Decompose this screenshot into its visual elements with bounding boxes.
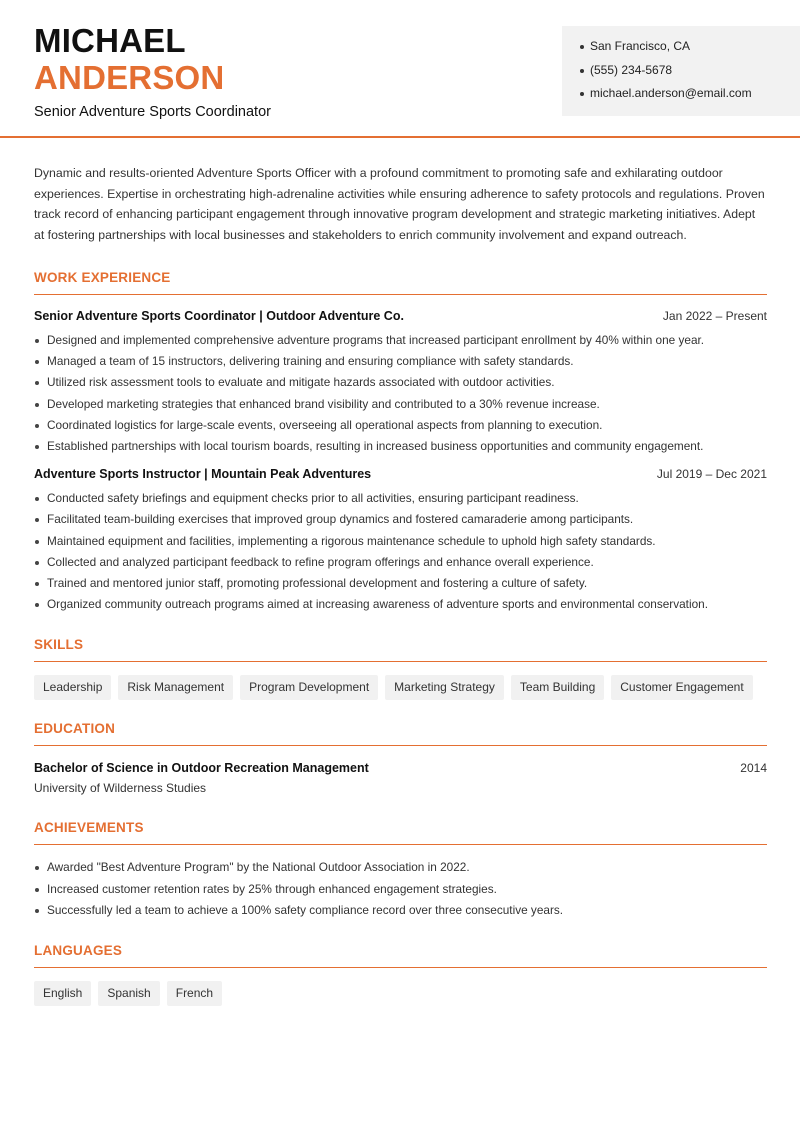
list-item: Designed and implemented comprehensive adventure programs that increased participant enrollment by 40% within one year.: [34, 330, 767, 351]
education-header: [34, 761, 767, 775]
languages-section: [34, 943, 767, 1006]
education-school: University of Wilderness Studies: [34, 781, 207, 796]
name-block: [34, 22, 271, 120]
skill-tag: Marketing Strategy: [385, 675, 504, 700]
skill-tag: Team Building: [511, 675, 604, 700]
list-item: Maintained equipment and facilities, implementing a rigorous maintenance schedule to uphold high safety standards.: [34, 531, 767, 552]
bullet-icon: [580, 45, 584, 49]
job-header: [34, 309, 767, 323]
job-role: Senior Adventure Sports Coordinator | Outdoor Adventure Co.: [34, 309, 404, 323]
section-title-work: WORK EXPERIENCE: [34, 270, 767, 295]
first-name: MICHAEL: [34, 22, 186, 59]
phone-text: (555) 234-5678: [590, 62, 673, 77]
job-bullets: [34, 330, 767, 457]
section-title-languages: LANGUAGES: [34, 943, 767, 968]
achievements-section: [34, 820, 767, 921]
contact-box: [562, 26, 800, 116]
education-section: [34, 721, 767, 795]
section-title-education: EDUCATION: [34, 721, 767, 746]
achievement-bullets: [34, 857, 767, 921]
contact-phone: [580, 63, 800, 87]
summary-paragraph: Dynamic and results-oriented Adventure Sports Officer with a profound commitment to promoting safe and exhilarating outdoor experiences. Expertise in orchestrating high-adrenaline activities while ensuring adherence to safety protocols and regulations. Proven track record of enhancing participant engagement through innovative program development and strategic marketing initiatives. Adept at fostering partnerships with local businesses and stakeholders to enrich community involvement and expand outreach.: [34, 166, 765, 242]
job-bullets: [34, 488, 767, 615]
list-item: Successfully led a team to achieve a 100% safety compliance record over three consecutive years.: [34, 900, 767, 921]
education-year: 2014: [740, 761, 767, 776]
language-tag: English: [34, 981, 91, 1006]
list-item: Developed marketing strategies that enhanced brand visibility and contributed to a 30% revenue increase.: [34, 394, 767, 415]
resume-content: [34, 163, 767, 1006]
list-item: Increased customer retention rates by 25% through enhanced engagement strategies.: [34, 879, 767, 900]
language-tag: French: [167, 981, 222, 1006]
skill-tag: Risk Management: [118, 675, 233, 700]
list-item: Coordinated logistics for large-scale events, overseeing all operational aspects from planning to execution.: [34, 415, 767, 436]
list-item: Conducted safety briefings and equipment checks prior to all activities, ensuring participant readiness.: [34, 488, 767, 509]
last-name: ANDERSON: [34, 59, 225, 96]
skill-tag: Leadership: [34, 675, 111, 700]
education-degree: Bachelor of Science in Outdoor Recreation Management: [34, 761, 369, 776]
job-dates: Jul 2019 – Dec 2021: [656, 467, 767, 482]
section-title-achievements: ACHIEVEMENTS: [34, 820, 767, 845]
skills-section: [34, 637, 767, 700]
list-item: Facilitated team-building exercises that improved group dynamics and fostered camaraderie among participants.: [34, 509, 767, 530]
skill-tag: Program Development: [240, 675, 378, 700]
bullet-icon: [580, 92, 584, 96]
location-text: San Francisco, CA: [590, 39, 691, 53]
skills-tags: [34, 675, 767, 700]
list-item: Collected and analyzed participant feedback to refine program offerings and enhance overall experience.: [34, 552, 767, 573]
skill-tag: Customer Engagement: [611, 675, 752, 700]
resume-header: [0, 0, 800, 138]
work-experience-section: [34, 270, 767, 615]
list-item: Organized community outreach programs aimed at increasing awareness of adventure sports and environmental conservation.: [34, 594, 767, 615]
section-title-skills: SKILLS: [34, 637, 767, 662]
bullet-icon: [580, 69, 584, 73]
list-item: Awarded "Best Adventure Program" by the National Outdoor Association in 2022.: [34, 857, 767, 878]
list-item: Established partnerships with local tourism boards, resulting in increased business opportunities and community engagement.: [34, 436, 767, 457]
contact-location: [580, 39, 800, 63]
email-text: michael.anderson@email.com: [590, 86, 752, 100]
job-title: Senior Adventure Sports Coordinator: [34, 104, 271, 120]
job-header: [34, 467, 767, 481]
language-tag: Spanish: [98, 981, 159, 1006]
list-item: Utilized risk assessment tools to evaluate and mitigate hazards associated with outdoor activities.: [34, 372, 767, 393]
contact-email: [580, 86, 800, 110]
job-role: Adventure Sports Instructor | Mountain Peak Adventures: [34, 467, 372, 482]
job-dates: Jan 2022 – Present: [662, 309, 767, 323]
list-item: Trained and mentored junior staff, promoting professional development and fostering a culture of safety.: [34, 573, 767, 594]
list-item: Managed a team of 15 instructors, delivering training and ensuring compliance with safety standards.: [34, 351, 767, 372]
language-tags: [34, 981, 767, 1006]
